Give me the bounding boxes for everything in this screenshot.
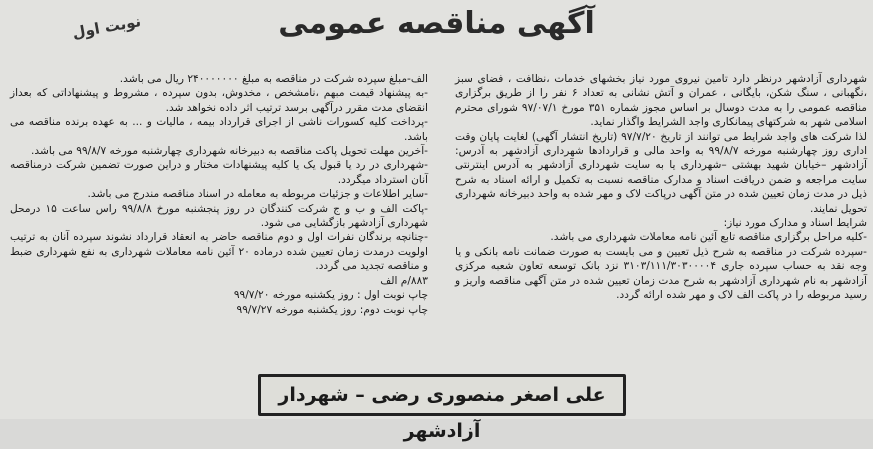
paragraph-rule-1: -کلیه مراحل برگزاری مناقصه تابع آئین نامه معاملات شهرداری می باشد. [550,231,867,244]
right-column [455,72,867,303]
notice-code: ۸۸۳/م الف [380,274,428,287]
paragraph-invalid-offers: -به پیشنهاد قیمت مبهم ،نامشخص ، مخدوش، بدون سپرده ، مشروط و پیشنهاداتی که بعداز انقضای مدت مقرر درآگهی برسد ترتیب اثر داده نخواهد شد. [10,87,428,114]
paragraph-deadline: لذا شرکت های واجد شرایط می توانند از تاریخ ۹۷/۷/۲۰ (تاریخ انتشار آگهی) لغایت پایان وقت اداری روز چهارشنبه مورخه ۹۹/۸/۷ به واحد مالی و قراردادها شهرداری آزادشهر به آدرس: آزادشهر –خیابان شهید بهشتی –شهرداری یا به سایت شهرداری آزادشهر به آدرس اینترنتی سایت مراجعه و ضمن دریافت اسناد و مدارک مناقصه نسبت به تکمیل و ارائه اسناد به شرح ذیل در مدت زمان تعیین شده در متن آگهی درپاکت لاک و مهر شده به واحد دبیرخانه شهرداری تحویل نمایند. [455,130,868,215]
notice-title: آگهی مناقصه عمومی [278,6,595,41]
paragraph-winners: -چنانچه برندگان نفرات اول و دوم مناقصه حاضر به انعقاد قرارداد نشوند سپرده آنان به ترتیب اولویت درمدت زمان تعیین شده درماده ۲۰ آئین نامه معاملات شهرداری به نفع شهرداری ضبط و مناقصه تجدید می گردد. [10,231,428,273]
signature-box: علی اصغر منصوری رضی – شهردار آزادشهر [258,374,626,416]
paragraph-rule-2: -سپرده شرکت در مناقصه به شرح ذیل تعیین و می بایست به صورت ضمانت نامه بانکی و یا وجه نقد به حساب سپرده جاری ۳۱۰۳/۱۱۱/۳۰۳۰۰۰۰۴ نزد بانک توسعه تعاون شعبه مرکزی آزادشهر به نام شهرداری آزادشهر به شرح مدت زمان تعیین شده در متن آگهی مناقصه واریز و رسید مربوطه را در پاکت الف لاک و مهر شده ارائه گردد. [455,245,867,302]
publish-round-badge: نوبت اول [70,12,143,42]
first-publish-date: چاپ نوبت اول : روز یکشنبه مورخه ۹۹/۷/۲۰ [233,289,428,302]
paragraph-deductions: -پرداخت کلیه کسورات ناشی از اجرای قرارداد بیمه ، مالیات و ... به عهده برنده مناقصه می باشد. [10,116,428,143]
paragraph-other-info: -سایر اطلاعات و جزئیات مربوطه به معامله در اسناد مناقصه مندرج می باشد. [87,188,428,201]
paragraph-conditions-heading: شرایط اسناد و مدارک مورد نیاز: [723,217,867,230]
paragraph-intro: شهرداری آزادشهر درنظر دارد تامین نیروی مورد نیاز بخشهای خدمات ،نظافت ، فضای سبز ،نگهبانی ، سنگ شکن، بایگانی ، عمران و آتش نشانی به تعداد ۶ نفر را از طریق برگزاری مناقصه عمومی را به مدت دوسال بر اساس مجوز شماره ۳۵۱ مورخ ۹۷/۰۷/۱ شورای محترم اسلامی شهر به شرکتهای پیمانکاری واجد الشرایط واگذار نماید. [455,73,868,129]
publication-dates [10,274,428,317]
left-column [10,72,428,317]
paragraph-last-deadline: -آخرین مهلت تحویل پاکت مناقصه به دبیرخانه شهرداری چهارشنبه مورخه ۹۹/۸/۷ می باشد. [31,145,428,158]
paragraph-opening: -پاکت الف و ب و ج شرکت کنندگان در روز پنجشنبه مورخ ۹۹/۸/۸ راس ساعت ۱۵ درمحل شهرداری آزادشهر بازگشایی می شود. [10,202,428,230]
paragraph-deposit: الف-مبلغ سپرده شرکت در مناقصه به مبلغ ۲۴۰۰۰۰۰۰۰ ریال می باشد. [119,73,428,85]
paragraph-acceptance: -شهرداری در رد یا قبول یک یا کلیه پیشنهادات مختار و دراین صورت تضمین شرکت درمناقصه آنان استرداد میگردد. [10,159,428,186]
second-publish-date: چاپ نوبت دوم: روز یکشنبه مورخه ۹۹/۷/۲۷ [236,303,428,316]
